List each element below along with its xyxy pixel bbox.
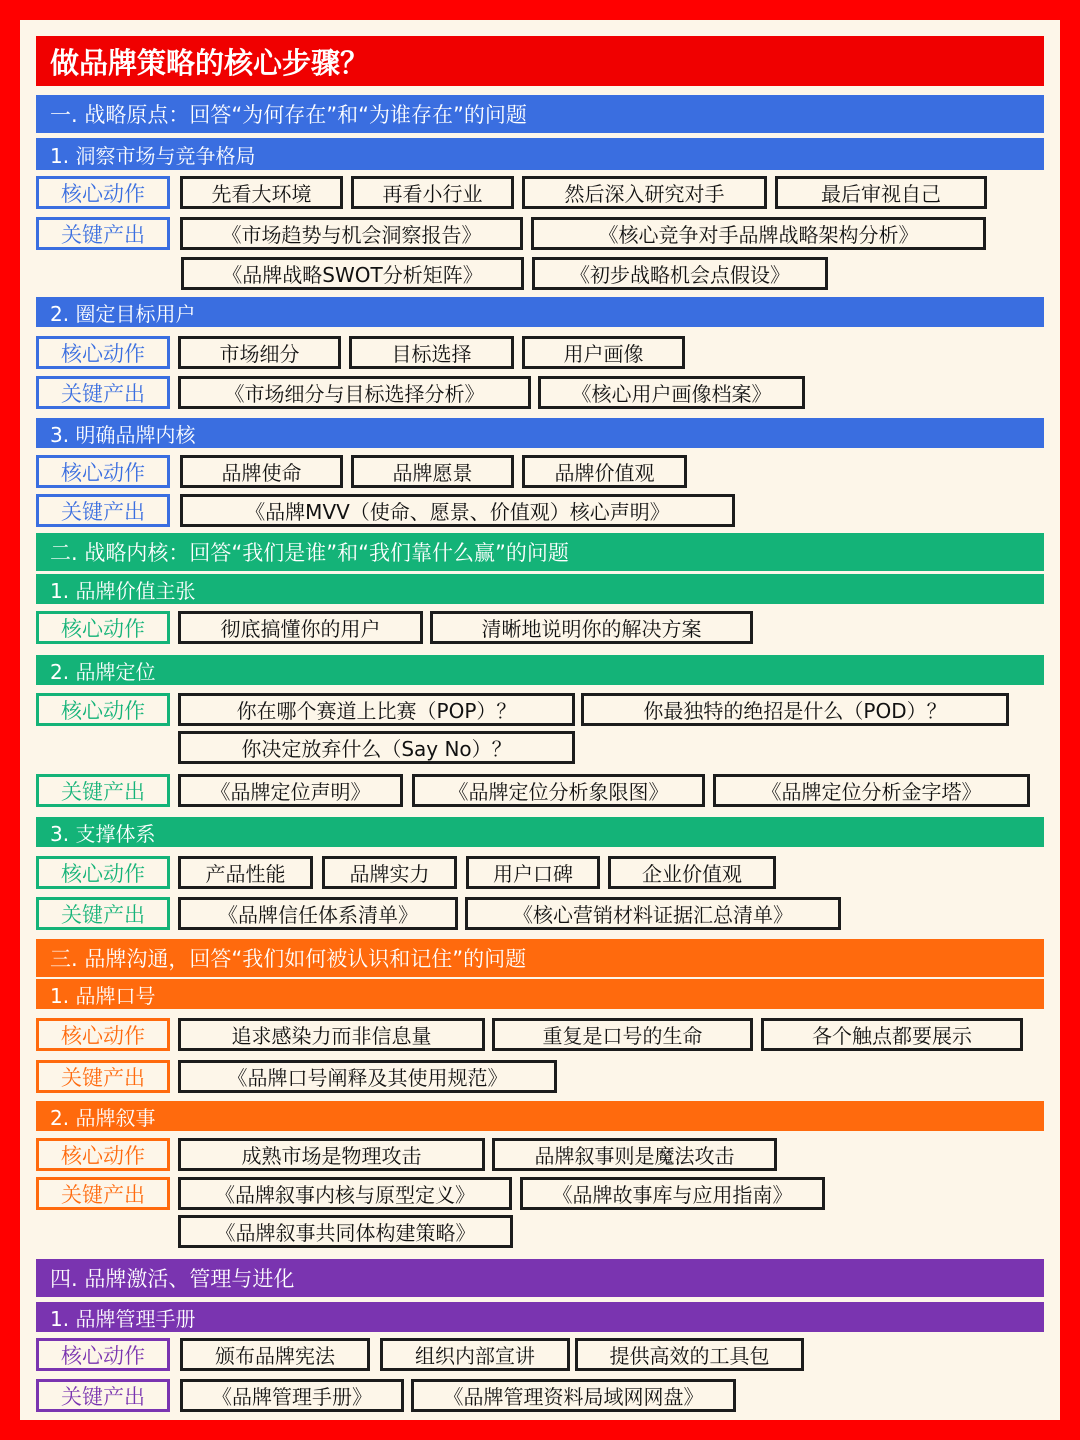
output-item: 《品牌叙事共同体构建策略》 <box>178 1215 513 1248</box>
action-item: 最后审视自己 <box>775 176 987 209</box>
output-item: 《品牌故事库与应用指南》 <box>520 1177 825 1210</box>
action-item: 品牌愿景 <box>351 455 514 488</box>
output-item: 《品牌MVV（使命、愿景、价值观）核心声明》 <box>180 494 735 527</box>
output-item: 《市场细分与目标选择分析》 <box>178 376 531 409</box>
action-item: 组织内部宣讲 <box>380 1338 570 1371</box>
key-output-label: 关键产出 <box>36 494 170 527</box>
action-item: 你在哪个赛道上比赛（POP）？ <box>178 693 575 726</box>
key-output-label: 关键产出 <box>36 774 170 807</box>
action-item: 你最独特的绝招是什么（POD）？ <box>581 693 1009 726</box>
action-item: 用户口碑 <box>466 856 600 889</box>
subsection-heading: 3. 支撑体系 <box>36 817 1044 847</box>
action-item: 重复是口号的生命 <box>492 1018 753 1051</box>
action-item: 再看小行业 <box>351 176 514 209</box>
key-output-label: 关键产出 <box>36 217 170 250</box>
section-heading: 二. 战略内核：回答“我们是谁”和“我们靠什么赢”的问题 <box>36 533 1044 571</box>
subsection-heading: 3. 明确品牌内核 <box>36 418 1044 448</box>
key-output-label: 关键产出 <box>36 1177 170 1210</box>
subsection-heading: 1. 品牌口号 <box>36 979 1044 1009</box>
output-item: 《品牌战略SWOT分析矩阵》 <box>181 257 524 290</box>
core-action-label: 核心动作 <box>36 611 170 644</box>
page-title: 做品牌策略的核心步骤？ <box>36 36 1044 86</box>
action-item: 颁布品牌宪法 <box>180 1338 370 1371</box>
core-action-label: 核心动作 <box>36 336 170 369</box>
action-item: 成熟市场是物理攻击 <box>178 1138 485 1171</box>
core-action-label: 核心动作 <box>36 1138 170 1171</box>
subsection-heading: 2. 品牌叙事 <box>36 1101 1044 1131</box>
key-output-label: 关键产出 <box>36 376 170 409</box>
output-item: 《核心用户画像档案》 <box>538 376 805 409</box>
action-item: 彻底搞懂你的用户 <box>178 611 423 644</box>
action-item: 品牌实力 <box>322 856 457 889</box>
core-action-label: 核心动作 <box>36 693 170 726</box>
output-item: 《市场趋势与机会洞察报告》 <box>180 217 523 250</box>
output-item: 《初步战略机会点假设》 <box>532 257 828 290</box>
action-item: 产品性能 <box>178 856 313 889</box>
output-item: 《核心营销材料证据汇总清单》 <box>465 897 841 930</box>
core-action-label: 核心动作 <box>36 176 170 209</box>
section-heading: 三. 品牌沟通，回答“我们如何被认识和记住”的问题 <box>36 939 1044 977</box>
action-item: 提供高效的工具包 <box>575 1338 804 1371</box>
subsection-heading: 2. 品牌定位 <box>36 655 1044 685</box>
key-output-label: 关键产出 <box>36 1060 170 1093</box>
output-item: 《品牌定位分析金字塔》 <box>713 774 1030 807</box>
core-action-label: 核心动作 <box>36 1338 170 1371</box>
output-item: 《品牌定位分析象限图》 <box>412 774 705 807</box>
section-heading: 四. 品牌激活、管理与进化 <box>36 1259 1044 1297</box>
output-item: 《品牌叙事内核与原型定义》 <box>178 1177 512 1210</box>
core-action-label: 核心动作 <box>36 455 170 488</box>
key-output-label: 关键产出 <box>36 1379 170 1412</box>
action-item: 用户画像 <box>522 336 685 369</box>
output-item: 《品牌定位声明》 <box>178 774 403 807</box>
output-item: 《品牌信任体系清单》 <box>178 897 458 930</box>
core-action-label: 核心动作 <box>36 1018 170 1051</box>
core-action-label: 核心动作 <box>36 856 170 889</box>
output-item: 《核心竞争对手品牌战略架构分析》 <box>531 217 986 250</box>
action-item: 市场细分 <box>178 336 341 369</box>
subsection-heading: 1. 洞察市场与竞争格局 <box>36 138 1044 170</box>
action-item: 品牌价值观 <box>522 455 687 488</box>
section-heading: 一. 战略原点：回答“为何存在”和“为谁存在”的问题 <box>36 95 1044 133</box>
action-item: 追求感染力而非信息量 <box>178 1018 485 1051</box>
key-output-label: 关键产出 <box>36 897 170 930</box>
action-item: 各个触点都要展示 <box>761 1018 1023 1051</box>
action-item: 然后深入研究对手 <box>522 176 767 209</box>
action-item: 先看大环境 <box>180 176 343 209</box>
output-item: 《品牌管理资料局域网网盘》 <box>411 1379 736 1412</box>
action-item: 品牌使命 <box>180 455 343 488</box>
subsection-heading: 2. 圈定目标用户 <box>36 297 1044 327</box>
action-item: 目标选择 <box>349 336 514 369</box>
action-item: 品牌叙事则是魔法攻击 <box>492 1138 777 1171</box>
output-item: 《品牌口号阐释及其使用规范》 <box>178 1060 557 1093</box>
subsection-heading: 1. 品牌价值主张 <box>36 574 1044 604</box>
action-item: 清晰地说明你的解决方案 <box>430 611 753 644</box>
subsection-heading: 1. 品牌管理手册 <box>36 1302 1044 1332</box>
action-item: 企业价值观 <box>608 856 776 889</box>
action-item: 你决定放弃什么（Say No）？ <box>178 731 575 764</box>
output-item: 《品牌管理手册》 <box>180 1379 404 1412</box>
